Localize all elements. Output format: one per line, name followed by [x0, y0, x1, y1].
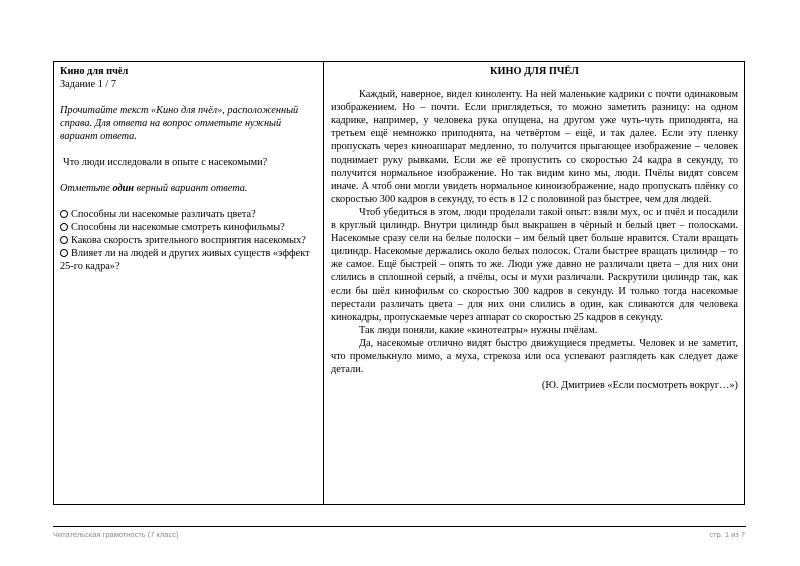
task-question: Что люди исследовали в опыте с насекомыми?	[63, 157, 268, 168]
text-title: КИНО ДЛЯ ПЧЁЛ	[490, 66, 579, 77]
task-instruction: Прочитайте текст «Кино для пчёл», расположенный справа. Для ответа на вопрос отметьте нужный вариант ответа.	[60, 105, 299, 142]
answer-hint: Отметьте один верный вариант ответа.	[60, 183, 248, 194]
hint-emphasis: один	[112, 183, 135, 194]
task-panel	[54, 62, 324, 504]
task-table	[53, 61, 745, 505]
answer-option-4[interactable]: Влияет ли на людей и других живых существ «эффект 25-го кадра»?	[60, 248, 310, 272]
text-paragraph-2: Чтоб убедиться в этом, люди проделали такой опыт: взяли мух, ос и пчёл и посадили в круглый цилиндр. Внутри цилиндр был выкрашен в чёрный и белый цвет – полосками. Насекомые сразу сели на белые полоски – им белый цвет больше нравится. Стали вращать цилиндр. Насекомые держались около белых полосок. Стали быстрее вращать цилиндр – то же самое. Ещё быстрей – опять то же. Люди уже давно не различали цвета – для них они слились в сплошной серый, а пчёлы, осы и мухи различали. Раскрутили цилиндр так, как если бы шёл кинофильм со скоростью 300 кадров в секунду. И только тогда насекомые перестали различать цвета – для них они слились в один, как сливаются для человека кинокадры, пропускаемые через аппарат со скоростью 25 кадров в секунду.	[331, 206, 738, 323]
footer-page-number: стр. 1 из 7	[709, 530, 745, 539]
text-paragraph-3: Так люди поняли, какие «кинотеатры» нужны пчёлам.	[359, 324, 598, 336]
answer-option-2[interactable]: Способны ли насекомые смотреть кинофильмы?	[60, 221, 318, 234]
task-number: Задание 1 / 7	[60, 79, 117, 90]
radio-icon[interactable]	[60, 210, 68, 218]
text-paragraph-1: Каждый, наверное, видел киноленту. На ней маленькие кадрики с почти одинаковым изображением. Но – почти. Если приглядеться, то можно заметить разницу: на одном кадрике, например, у человека рука опущена, на другом уже чуть-чуть приподнята, на третьем ещё немножко приподнята, на четвёртом – ещё, и так далее. Если эту пленку пропускать через киноаппарат медленно, то получится прыгающее изображение – человек поднимает руку рывками. Если же её пропустить со скоростью 24 кадра в секунду, то получится нормальное изображение. Но так видим кино мы, люди. Пчёлы видят совсем иначе. А чтоб они могли увидеть нормальное киноизображение, надо пропускать плёнку со скоростью 300 кадров в секунду, то есть в 12 с половиной раз быстрее, чем для людей.	[331, 89, 738, 205]
reading-text-panel	[324, 62, 744, 504]
footer-divider	[53, 526, 746, 527]
text-author: (Ю. Дмитриев «Если посмотреть вокруг…»)	[541, 380, 738, 392]
radio-icon[interactable]	[60, 223, 68, 231]
radio-icon[interactable]	[60, 249, 68, 257]
footer-subject: Читательская грамотность (7 класс)	[53, 530, 179, 539]
radio-icon[interactable]	[60, 236, 68, 244]
answer-option-1[interactable]: Способны ли насекомые различать цвета?	[60, 208, 318, 221]
text-paragraph-4: Да, насекомые отлично видят быстро движущиеся предметы. Человек и не заметит, что промелькнуло мимо, а муха, стрекоза или оса успевают разглядеть как следует даже детали.	[331, 337, 738, 376]
task-title: Кино для пчёл	[60, 66, 129, 77]
answer-option-3[interactable]: Какова скорость зрительного восприятия насекомых?	[60, 234, 318, 247]
